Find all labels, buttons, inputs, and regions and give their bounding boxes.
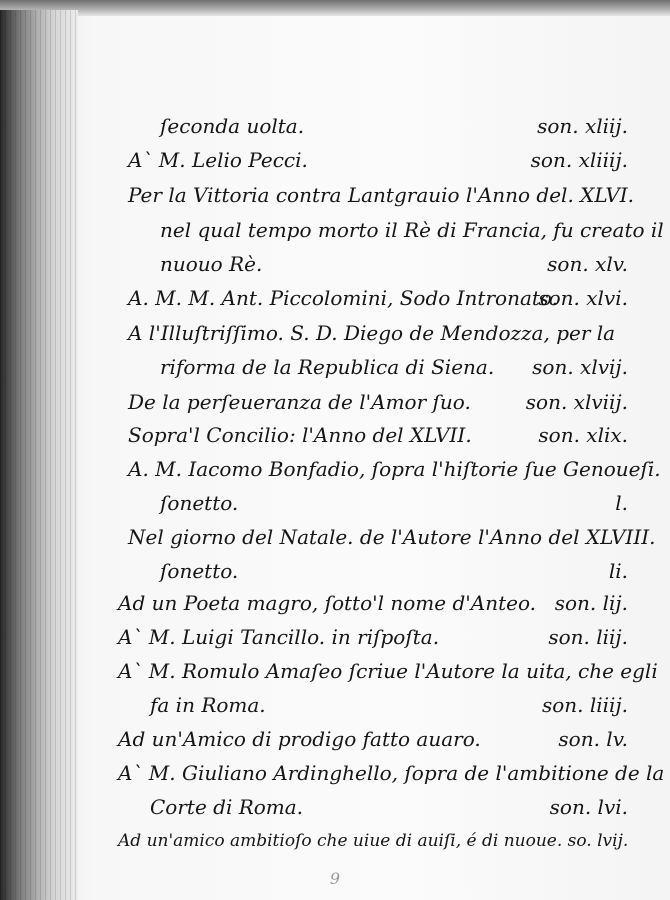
- entry-text: A` M. Romulo Amaſeo ſcriue l'Autore la uita, che egli: [118, 659, 658, 683]
- entry-text: Per la Vittoria contra Lantgrauio l'Anno del. XLVI.: [128, 183, 635, 207]
- index-line: [0, 352, 670, 382]
- index-line: [0, 249, 670, 279]
- entry-ref: son. xlvij.: [532, 355, 628, 379]
- index-line: [0, 420, 670, 450]
- index-line: [0, 215, 670, 245]
- index-line: [0, 690, 670, 720]
- index-line: [0, 318, 670, 348]
- entry-text: ſonetto.: [160, 559, 239, 583]
- entry-ref: son. xlviij.: [525, 390, 628, 414]
- entry-text: Sopra'l Concilio: l'Anno del XLVII.: [128, 423, 472, 447]
- entry-text: fa in Roma.: [150, 693, 266, 717]
- entry-text: A. M. Iacomo Bonfadio, ſopra l'hiſtorie ſue Genoueſi.: [128, 457, 661, 481]
- entry-ref: li.: [608, 559, 628, 583]
- index-line: [0, 522, 670, 552]
- entry-ref: son. liiij.: [541, 693, 628, 717]
- index-line: [0, 180, 670, 210]
- index-line: [0, 758, 670, 788]
- entry-text: A` M. Luigi Tancillo. in riſpoſta.: [118, 625, 440, 649]
- entry-text: Ad un Poeta magro, ſotto'l nome d'Anteo.: [118, 591, 537, 615]
- index-line: [0, 283, 670, 313]
- entry-text: De la perſeueranza de l'Amor ſuo.: [128, 390, 471, 414]
- index-line: [0, 111, 670, 141]
- index-line: [0, 588, 670, 618]
- index-line: [0, 387, 670, 417]
- entry-text: A. M. M. Ant. Piccolomini, Sodo Intronato.: [128, 286, 558, 310]
- entry-text: ſonetto.: [160, 491, 239, 515]
- entry-text: riforma de la Republica di Siena.: [160, 355, 495, 379]
- entry-ref: son. xlvi.: [538, 286, 628, 310]
- entry-ref: son. lvi.: [549, 795, 628, 819]
- index-line: [0, 656, 670, 686]
- entry-text: Ad un'Amico di prodigo fatto auaro.: [118, 727, 481, 751]
- entry-text: Nel giorno del Natale. de l'Autore l'Anno del XLVIII.: [128, 525, 656, 549]
- entry-ref: son. xlv.: [547, 252, 628, 276]
- index-line: [0, 556, 670, 586]
- index-line: [0, 622, 670, 652]
- entry-ref: son. liij.: [548, 625, 628, 649]
- index-line: [0, 724, 670, 754]
- index-line: [0, 145, 670, 175]
- index-line: [0, 488, 670, 518]
- entry-ref: son. xliiij.: [530, 148, 628, 172]
- entry-ref: l.: [615, 491, 628, 515]
- entry-text: A l'Illuſtriſſimo. S. D. Diego de Mendozza, per la: [128, 321, 616, 345]
- entry-ref: son. lij.: [554, 591, 628, 615]
- entry-ref: son. xlix.: [538, 423, 628, 447]
- entry-ref: son. lv.: [558, 727, 628, 751]
- index-line: [0, 454, 670, 484]
- entry-text: A` M. Giuliano Ardinghello, ſopra de l'ambitione de la: [118, 761, 665, 785]
- entry-text: Ad un'amico ambitioſo che uiue di auiſi, é di nuoue. so. lvij.: [118, 831, 629, 851]
- index-line: [0, 792, 670, 822]
- entry-ref: son. xliij.: [537, 114, 628, 138]
- entry-text: nuouo Rè.: [160, 252, 263, 276]
- page-number: 9: [329, 869, 341, 888]
- entry-text: nel qual tempo morto il Rè di Francia, fu creato il: [160, 218, 664, 242]
- index-line: [0, 826, 670, 856]
- entry-text: A` M. Lelio Pecci.: [128, 148, 308, 172]
- entry-text: Corte di Roma.: [150, 795, 304, 819]
- entry-text: ſeconda uolta.: [160, 114, 305, 138]
